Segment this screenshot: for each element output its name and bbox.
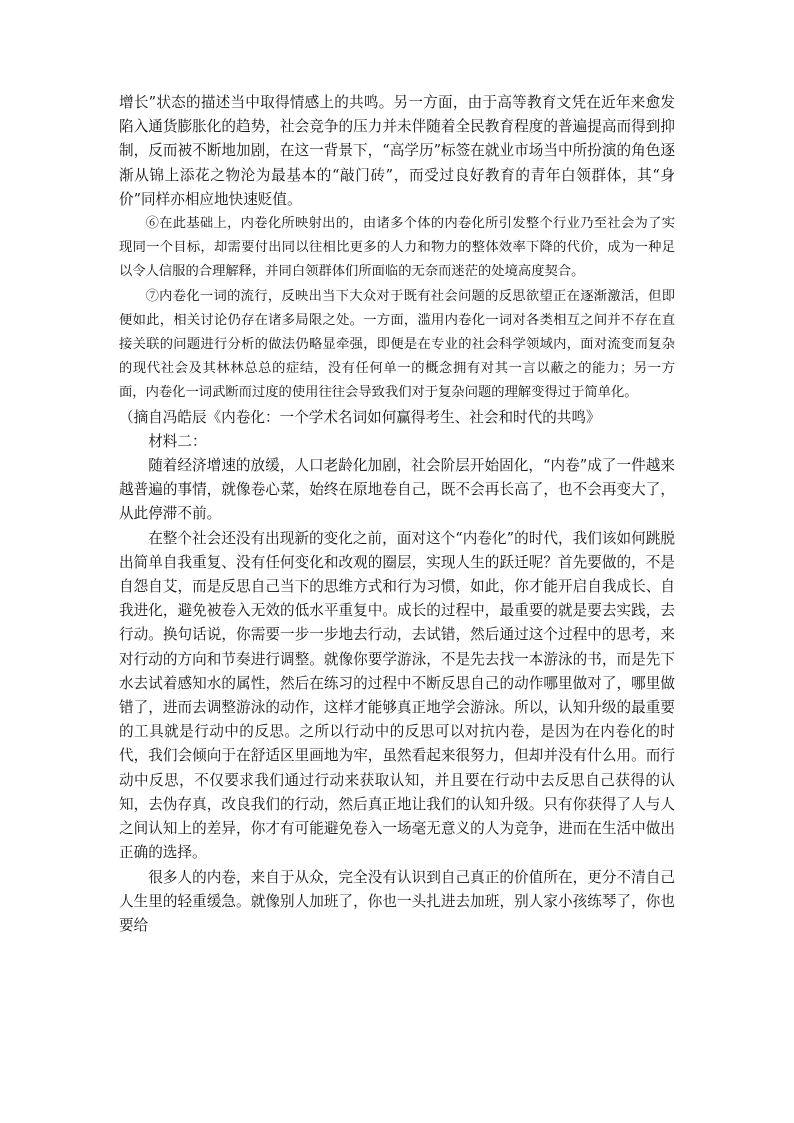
source-citation: （摘自冯皓辰《内卷化：一个学术名词如何赢得考生、社会和时代的共鸣》	[119, 408, 601, 426]
material-heading: 材料二：	[148, 432, 207, 450]
paragraph-material-2-3: 很多人的内卷，来自于从众，完全没有认识到自己真正的价值所在，更分不清自己人生里的轻重缓急。就像别人加班了，你也一头扎进去加班，别人家小孩练琴了，你也要给	[119, 868, 675, 934]
document-body	[119, 91, 675, 938]
paragraph-7: ⑦内卷化一词的流行，反映出当下大众对于既有社会问题的反思欲望正在逐渐激活，但即便如此，相关讨论仍存在诸多局限之处。一方面，滥用内卷化一词对各类相互之间并不存在直接关联的问题进行分析的做法仍略显牵强，即便是在专业的社会科学领域内，面对流变而复杂的现代社会及其林林总总的症结，没有任何单一的概念拥有对其一言以蔽之的能力；另一方面，内卷化一词武断而过度的使用往往会导致我们对于复杂问题的理解变得过于简单化。	[119, 288, 675, 401]
paragraph-material-2-2: 在整个社会还没有出现新的变化之前，面对这个“内卷化”的时代，我们该如何跳脱出简单自我重复、没有任何变化和改观的圈层，实现人生的跃迁呢？首先要做的，不是自怨自艾，而是反思自己当下的思维方式和行为习惯，如此，你才能开启自我成长、自我进化，避免被卷入无效的低水平重复中。成长的过程中，最重要的就是要去实践，去行动。换句话说，你需要一步一步地去行动，去试错，然后通过这个过程中的思考，来对行动的方向和节奏进行调整。就像你要学游泳，不是先去找一本游泳的书，而是先下水去试着感知水的属性，然后在练习的过程中不断反思自己的动作哪里做对了，哪里做错了，进而去调整游泳的动作，这样才能够真正地学会游泳。所以，认知升级的最重要的工具就是行动中的反思。之所以行动中的反思可以对抗内卷，是因为在内卷化的时代，我们会倾向于在舒适区里画地为牢，虽然看起来很努力，但却并没有什么用。而行动中反思，不仅要求我们通过行动来获取认知，并且要在行动中去反思自己获得的认知，去伪存真，改良我们的行动，然后真正地让我们的认知升级。只有你获得了人与人之间认知上的差异，你才有可能避免卷入一场毫无意义的人为竞争，进而在生活中做出正确的选择。	[119, 529, 675, 862]
paragraph-continuation: 增长”状态的描述当中取得情感上的共鸣。另一方面，由于高等教育文凭在近年来愈发陷入通货膨胀化的趋势，社会竞争的压力并未伴随着全民教育程度的普遍提高而得到抑制，反而被不断地加剧，在这一背景下，“高学历”标签在就业市场当中所扮演的角色逐渐从锦上添花之物沦为最基本的“敲门砖”，而受过良好教育的青年白领群体，其“身价”同样亦相应地快速贬值。	[119, 94, 675, 208]
paragraph-material-2-1: 随着经济增速的放缓，人口老龄化加剧，社会阶层开始固化，“内卷”成了一件越来越普遍的事情，就像卷心菜，始终在原地卷自己，既不会再长高了，也不会再变大了，从此停滞不前。	[119, 457, 675, 523]
paragraph-6: ⑥在此基础上，内卷化所映射出的，由诸多个体的内卷化所引发整个行业乃至社会为了实现同一个目标，却需要付出同以往相比更多的人力和物力的整体效率下降的代价，成为一种足以令人信服的合理解释，并同白领群体们所面临的无奈而迷茫的处境高度契合。	[119, 216, 675, 280]
